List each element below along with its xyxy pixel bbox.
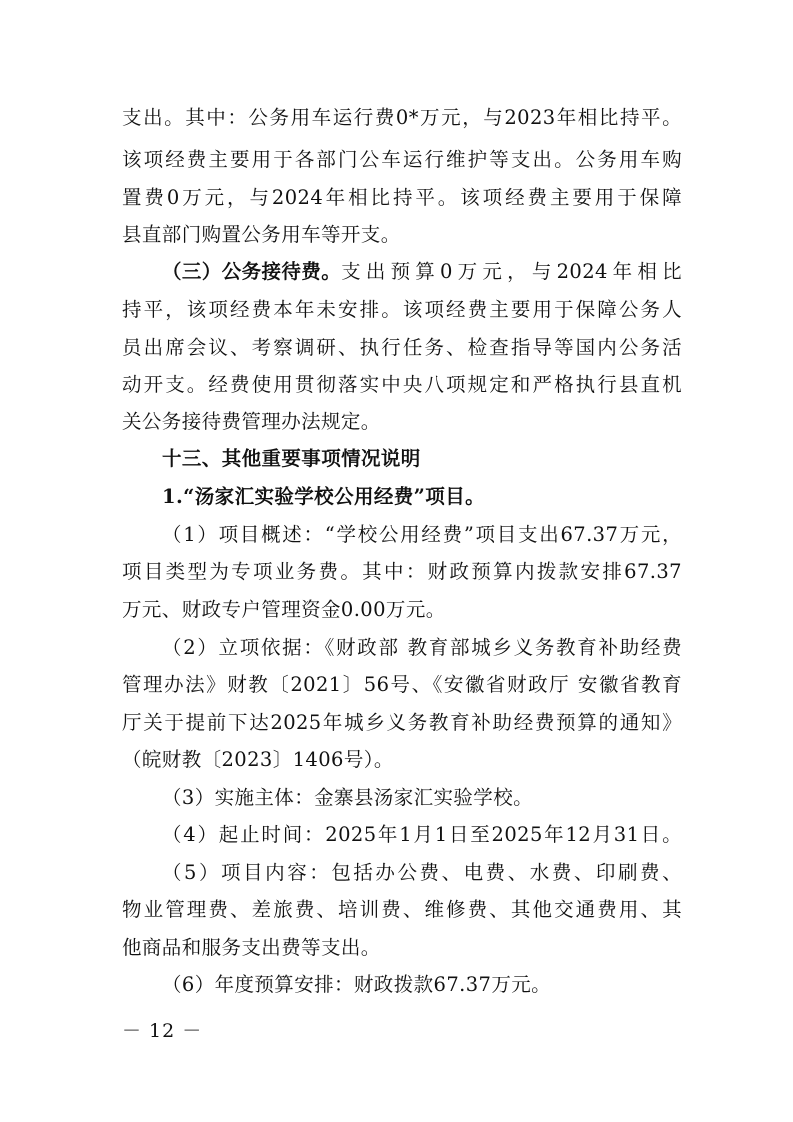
text-line: （皖财教〔2023〕1406号）。 [122, 748, 394, 771]
text-line: 项目类型为专项业务费。其中：财政预算内拨款安排67.37 [122, 560, 682, 583]
text-line: 支出预算0万元，与2024年相比 [341, 260, 682, 283]
text-line: 员出席会议、考察调研、执行任务、检查指导等国内公务活 [122, 336, 682, 359]
text-line: （1）项目概述：“学校公用经费”项目支出67.37万元， [162, 523, 682, 546]
text-line: （3）实施主体：金寨县汤家汇实验学校。 [162, 786, 534, 809]
section-heading-hospitality: （三）公务接待费。 [162, 260, 342, 283]
text-line: 管理办法》财教〔2021〕56号、《安徽省财政厅 安徽省教育 [122, 673, 682, 696]
text-line: 持平，该项经费本年未安排。该项经费主要用于保障公务人 [122, 298, 682, 321]
page-number: － 12 － [122, 1020, 203, 1042]
text-line: 万元、财政专户管理资金0.00万元。 [122, 598, 446, 621]
text-line: （6）年度预算安排：财政拨款67.37万元。 [162, 973, 552, 996]
text-line: （4）起止时间：2025年1月1日至2025年12月31日。 [162, 823, 682, 846]
section-heading: 十三、其他重要事项情况说明 [162, 447, 421, 470]
text-line: 他商品和服务支出费等支出。 [122, 936, 381, 959]
text-line: 动开支。经费使用贯彻落实中央八项规定和严格执行县直机 [122, 373, 682, 396]
text-line: 置费0万元，与2024年相比持平。该项经费主要用于保障 [122, 186, 682, 209]
text-line: 支出。其中：公务用车运行费0*万元，与2023年相比持平。 [122, 106, 682, 129]
text-line: （2）立项依据：《财政部 教育部城乡义务教育补助经费 [162, 636, 682, 659]
text-line: 关公务接待费管理办法规定。 [122, 410, 381, 433]
text-line: 该项经费主要用于各部门公车运行维护等支出。公务用车购 [122, 148, 682, 171]
paragraph-first-line [162, 258, 682, 286]
text-line: 县直部门购置公务用车等开支。 [122, 223, 401, 246]
text-line: 厅关于提前下达2025年城乡义务教育补助经费预算的通知》 [122, 711, 682, 734]
subsection-heading: 1.“汤家汇实验学校公用经费”项目。 [162, 485, 485, 508]
text-line: 物业管理费、差旅费、培训费、维修费、其他交通费用、其 [122, 898, 682, 921]
text-line: （5）项目内容：包括办公费、电费、水费、印刷费、 [162, 861, 682, 884]
